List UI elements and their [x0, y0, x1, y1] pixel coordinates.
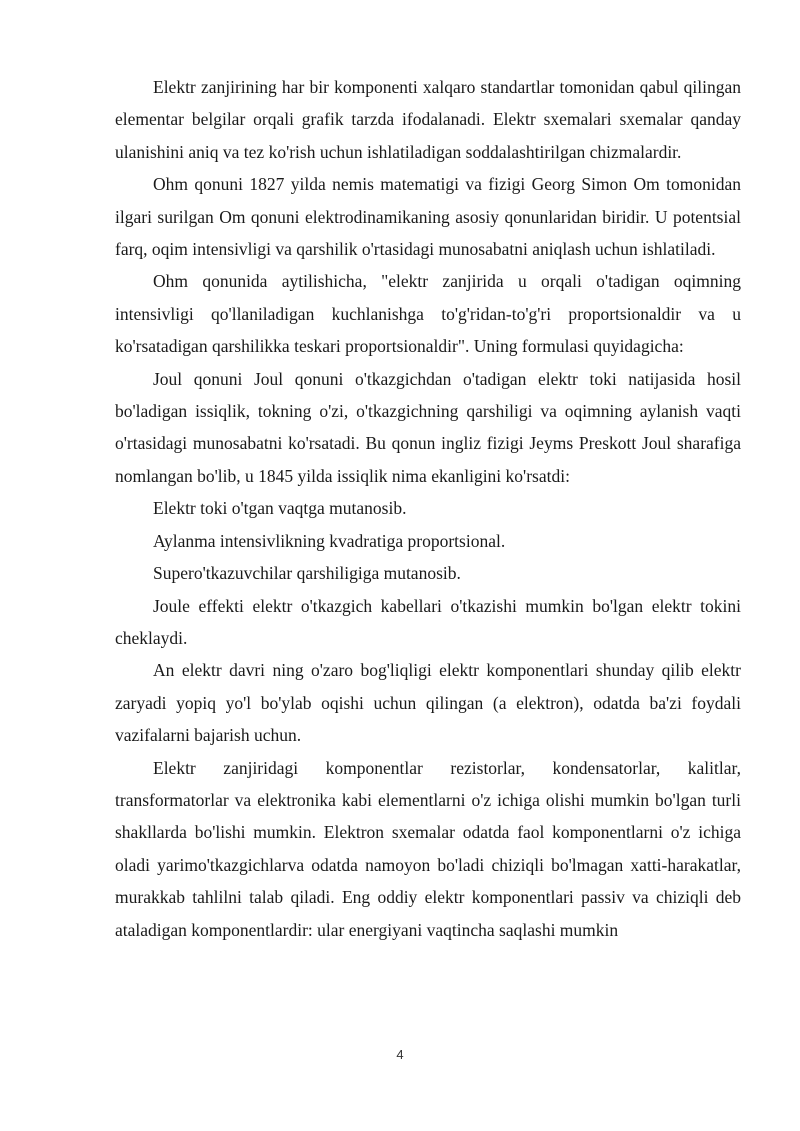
- paragraph-joule-point-time: Elektr toki o'tgan vaqtga mutanosib.: [153, 498, 407, 519]
- paragraph-electric-circuit: An elektr davri ning o'zaro bog'liqligi elektr komponentlari shunday qilib elektr zaryadi yopiq yo'l bo'ylab oqishi uchun qilingan (a elektron), odatda ba'zi foydali vazifalarni bajarish uchun.: [115, 660, 741, 746]
- paragraph-circuit-symbols: Elektr zanjirining har bir komponenti xalqaro standartlar tomonidan qabul qilingan elementar belgilar orqali grafik tarzda ifodalanadi. Elektr sxemalari sxemalar qanday ulanishini aniq va tez ko'rish uchun ishlatiladigan soddalashtirilgan chizmalardir.: [115, 77, 741, 162]
- paragraph-circuit-components: Elektr zanjiridagi komponentlar rezistorlar, kondensatorlar, kalitlar, transformatorlar va elektronika kabi elementlarni o'z ichiga olishi mumkin bo'lgan turli shakllarda bo'lishi mumkin. Elektron sxemalar odatda faol komponentlarni o'z ichiga oladi yarimo'tkazgichlarva odatda namoyon bo'ladi chiziqli bo'lmagan xatti-harakatlar, murakkab tahlilni talab qiladi. Eng oddiy elektr komponentlari passiv va chiziqli deb ataladigan komponentlardir: ular energiyani vaqtincha saqlashi mumkin: [115, 757, 741, 940]
- page-body: [115, 71, 741, 946]
- paragraph-joules-law: Joul qonuni Joul qonuni o'tkazgichdan o'tadigan elektr toki natijasida hosil bo'ladigan issiqlik, tokning o'zi, o'tkazgichning qarshiligi va oqimning aylanish vaqti o'rtasidagi munosabatni ko'rsatadi. Bu qonun ingliz fizigi Jeyms Preskott Joul sharafiga nomlangan bo'lib, u 1845 yilda issiqlik nima ekanligini ko'rsatdi:: [115, 368, 741, 486]
- paragraph-joule-point-resistance: Supero'tkazuvchilar qarshiligiga mutanosib.: [153, 563, 461, 584]
- paragraph-ohms-law-intro: Ohm qonuni 1827 yilda nemis matematigi va fizigi Georg Simon Om tomonidan ilgari surilgan Om qonuni elektrodinamikaning asosiy qonunlaridan biridir. U potentsial farq, oqim intensivligi va qarshilik o'rtasidagi munosabatni aniqlash uchun ishlatiladi.: [115, 174, 741, 260]
- paragraph-joule-point-intensity: Aylanma intensivlikning kvadratiga proportsional.: [153, 530, 506, 551]
- paragraph-joule-effect: Joule effekti elektr o'tkazgich kabellari o'tkazishi mumkin bo'lgan elektr tokini cheklaydi.: [115, 595, 741, 648]
- paragraph-ohms-law-statement: Ohm qonunida aytilishicha, "elektr zanjirida u orqali o'tadigan oqimning intensivligi qo'llaniladigan kuchlanishga to'g'ridan-to'g'ri proportsionaldir va u ko'rsatadigan qarshilikka teskari proportsionaldir". Uning formulasi quyidagicha:: [115, 271, 741, 357]
- page-number: 4: [396, 1047, 404, 1062]
